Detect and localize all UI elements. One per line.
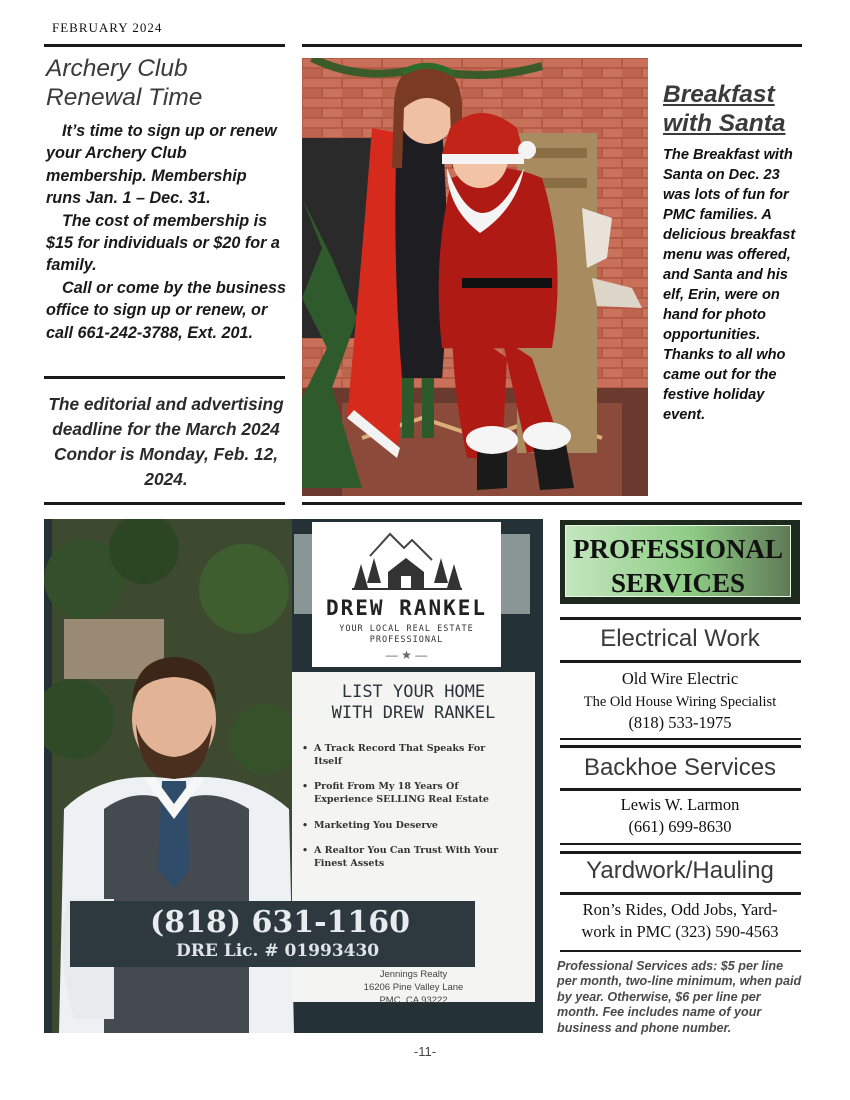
ad-company: Jennings Realty [379,969,448,980]
santa-title-line1: Breakfast [663,81,775,108]
ad-logo-card [312,522,501,667]
archery-title-line1: Archery Club [46,55,188,82]
list-item: • A Realtor You Can Trust With Your Finest Assets [302,844,532,870]
list-item: • A Track Record That Speaks For Itself [302,742,532,768]
ad-bullet-text: Marketing You Deserve [314,820,438,831]
list-item: • Marketing You Deserve [302,819,532,832]
archery-paragraph: Call or come by the business office to sign up or renew, or call 661-242-3788, Ext. 201. [46,278,286,342]
santa-title-line2: with Santa [663,110,786,137]
santa-article-body: The Breakfast with Santa on Dec. 23 was lots of fun for PMC families. A delicious breakfast menu was offered, and Santa and his elf, Erin, were on hand for photo opportunities. Thanks to all who came out for the festive holiday event. [663,147,796,423]
ad-bullet-text: A Realtor You Can Trust With Your [314,845,499,856]
ps-rule [560,851,801,854]
photo-bottom-rule [302,502,802,505]
ps-rule [560,745,801,748]
star-divider-icon: — ★ — [385,648,428,662]
right-top-rule [302,44,802,47]
issue-date: FEBRUARY 2024 [52,20,163,35]
professional-services-header [560,520,800,604]
ps-rule [560,660,801,663]
service-listing-line: Old Wire Electric [621,669,739,688]
ad-headline-line2: WITH DREW RANKEL [331,703,496,723]
professional-services-banner [565,525,791,597]
service-listing-line: (661) 699-8630 [628,817,732,836]
archery-article-body [46,120,286,344]
ad-tagline-line2: PROFESSIONAL [369,635,444,645]
ad-bullet-text: Finest Assets [314,858,385,869]
deadline-notice: The editorial and advertising deadline for the March 2024 Condor is Monday, Feb. 12, 2024. [48,394,284,489]
ps-title-line1: PROFESSIONAL [572,534,784,564]
ps-rule [560,617,801,620]
service-listing-line: Lewis W. Larmon [620,795,740,814]
ad-address-line1: 16206 Pine Valley Lane [363,982,464,993]
service-listing-line: The Old House Wiring Specialist [583,694,777,710]
archery-paragraph: The cost of membership is $15 for individuals or $20 for a family. [46,211,280,275]
ps-title-line2: SERVICES [610,568,746,598]
ad-agent-name: DREW RANKEL [325,596,488,620]
service-category-backhoe: Backhoe Services [583,754,777,781]
page-number: -11- [413,1044,437,1059]
archery-article-title [46,54,286,112]
ad-bullet-text: Itself [314,756,342,767]
ps-rule [560,843,801,845]
ad-license: DRE Lic. # 01993430 [176,941,380,961]
ps-rule [560,788,801,791]
house-mountain-logo-icon [312,528,501,598]
service-category-yardwork: Yardwork/Hauling [586,857,774,884]
deadline-bottom-rule [44,502,285,505]
ad-bullet-text: Experience SELLING Real Estate [314,794,489,805]
ad-phone: (818) 631-1160 [150,905,411,940]
ps-rule [560,738,801,740]
ad-phone-banner [70,901,475,967]
ps-rule [560,892,801,895]
service-listing-line: work in PMC (323) 590-4563 [581,922,779,941]
service-listing-line: (818) 533-1975 [628,713,732,732]
professional-services-title [566,532,790,600]
archery-title-line2: Renewal Time [46,84,203,111]
ad-address-line2: PMC, CA 93222 [379,995,448,1006]
ad-tagline-line1: YOUR LOCAL REAL ESTATE [339,624,474,634]
professional-services-note: Professional Services ads: $5 per line per month, two-line minimum, when paid by year. Otherwise, $6 per line per month. Fee includes name of your business and phone number. [557,959,802,1035]
service-category-electrical: Electrical Work [600,625,760,652]
ad-bullet-text: A Track Record That Speaks For [314,743,486,754]
santa-photo [302,58,648,496]
archery-bottom-rule [44,376,285,379]
list-item: • Profit From My 18 Years Of Experience SELLING Real Estate [302,780,532,806]
ad-bullet-text: Profit From My 18 Years Of [314,781,459,792]
ad-headline-line1: LIST YOUR HOME [341,682,486,702]
archery-paragraph: It’s time to sign up or renew your Archery Club membership. Membership runs Jan. 1 – Dec. 31. [46,122,277,208]
ps-rule [560,950,801,952]
service-listing-line: Ron’s Rides, Odd Jobs, Yard- [582,900,778,919]
real-estate-ad [44,519,543,1033]
left-top-rule [44,44,285,47]
santa-article-title [663,80,803,138]
